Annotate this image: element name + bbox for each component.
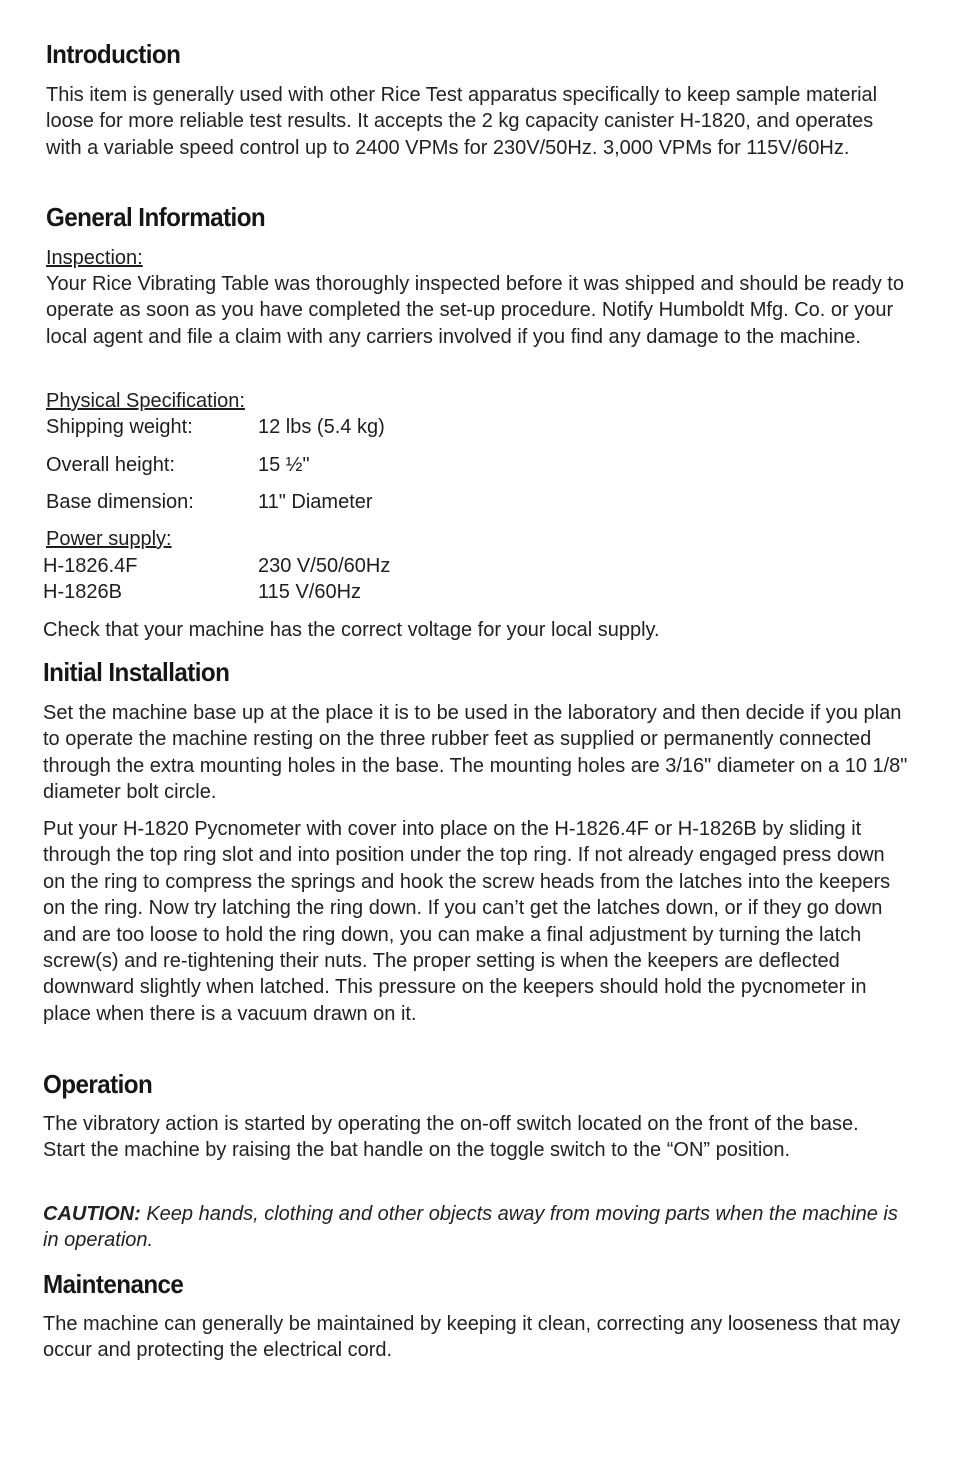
maintenance-body: The machine can generally be maintained by keeping it clean, correcting any looseness that may occur and protecting the electrical cord. [43,1313,901,1362]
maintenance-section [0,1268,954,1300]
caution-note [43,1201,909,1254]
power-value: 115 V/60Hz [258,581,362,603]
caution-label: CAUTION: [43,1203,141,1225]
general-information-section [0,201,954,233]
installation-paragraph-1: Set the machine base up at the place it is to be used in the laboratory and then decide if you plan to operate the machine resting on the three rubber feet as supplied or permanently connected through the extra mounting holes in the base. The mounting holes are 3/16" diameter on a 10 1/8" diameter bolt circle. [43,702,908,804]
introduction-heading: Introduction [46,39,181,69]
power-value: 230 V/50/60Hz [258,555,391,577]
spec-value: 11" Diameter [258,491,373,513]
spec-label: Overall height: [46,454,175,476]
power-supply-label: Power supply: [46,528,172,550]
spec-value: 15 ½" [258,454,310,476]
spec-label: Shipping weight: [46,416,193,438]
voltage-note: Check that your machine has the correct voltage for your local supply. [43,619,660,641]
general-information-heading: General Information [46,202,266,232]
spec-label: Base dimension: [46,491,194,513]
operation-body: The vibratory action is started by operating the on-off switch located on the front of the base. Start the machine by raising the bat handle on the toggle switch to the “ON” position. [43,1113,859,1162]
power-model: H-1826.4F [43,555,138,577]
power-model: H-1826B [43,581,122,603]
inspection-body: Your Rice Vibrating Table was thoroughly inspected before it was shipped and should be ready to operate as soon as you have completed the set-up procedure. Notify Humboldt Mfg. Co. or your local agent and file a claim with any carriers involved if you find any damage to the machine. [46,273,904,348]
physical-specification-label: Physical Specification: [46,390,245,412]
spec-value: 12 lbs (5.4 kg) [258,416,385,438]
initial-installation-section [0,656,954,688]
introduction-body: This item is generally used with other Rice Test apparatus specifically to keep sample material loose for more reliable test results. It accepts the 2 kg capacity canister H-1820, and operates with a variable speed control up to 2400 VPMs for 230V/50Hz. 3,000 VPMs for 115V/60Hz. [46,84,878,159]
caution-body: Keep hands, clothing and other objects away from moving parts when the machine is in operation. [43,1203,898,1252]
initial-installation-heading: Initial Installation [43,657,230,687]
introduction-section [0,38,954,159]
installation-paragraph-2: Put your H-1820 Pycnometer with cover into place on the H-1826.4F or H-1826B by sliding it through the top ring slot and into position under the top ring. If not already engaged press down on the ring to compress the springs and hook the screw heads from the latches into the keepers on the ring. Now try latching the ring down. If you can’t get the latches down, or if they go down and are too loose to hold the ring down, you can make a final adjustment by turning the latch screw(s) and re-tightening their nuts. The proper setting is when the keepers are deflected downward slightly when latched. This pressure on the keepers should hold the pycnometer in place when there is a vacuum drawn on it. [43,818,891,1025]
maintenance-heading: Maintenance [43,1269,184,1299]
operation-section [0,1068,954,1100]
inspection-label: Inspection: [46,247,143,269]
operation-heading: Operation [43,1069,153,1099]
